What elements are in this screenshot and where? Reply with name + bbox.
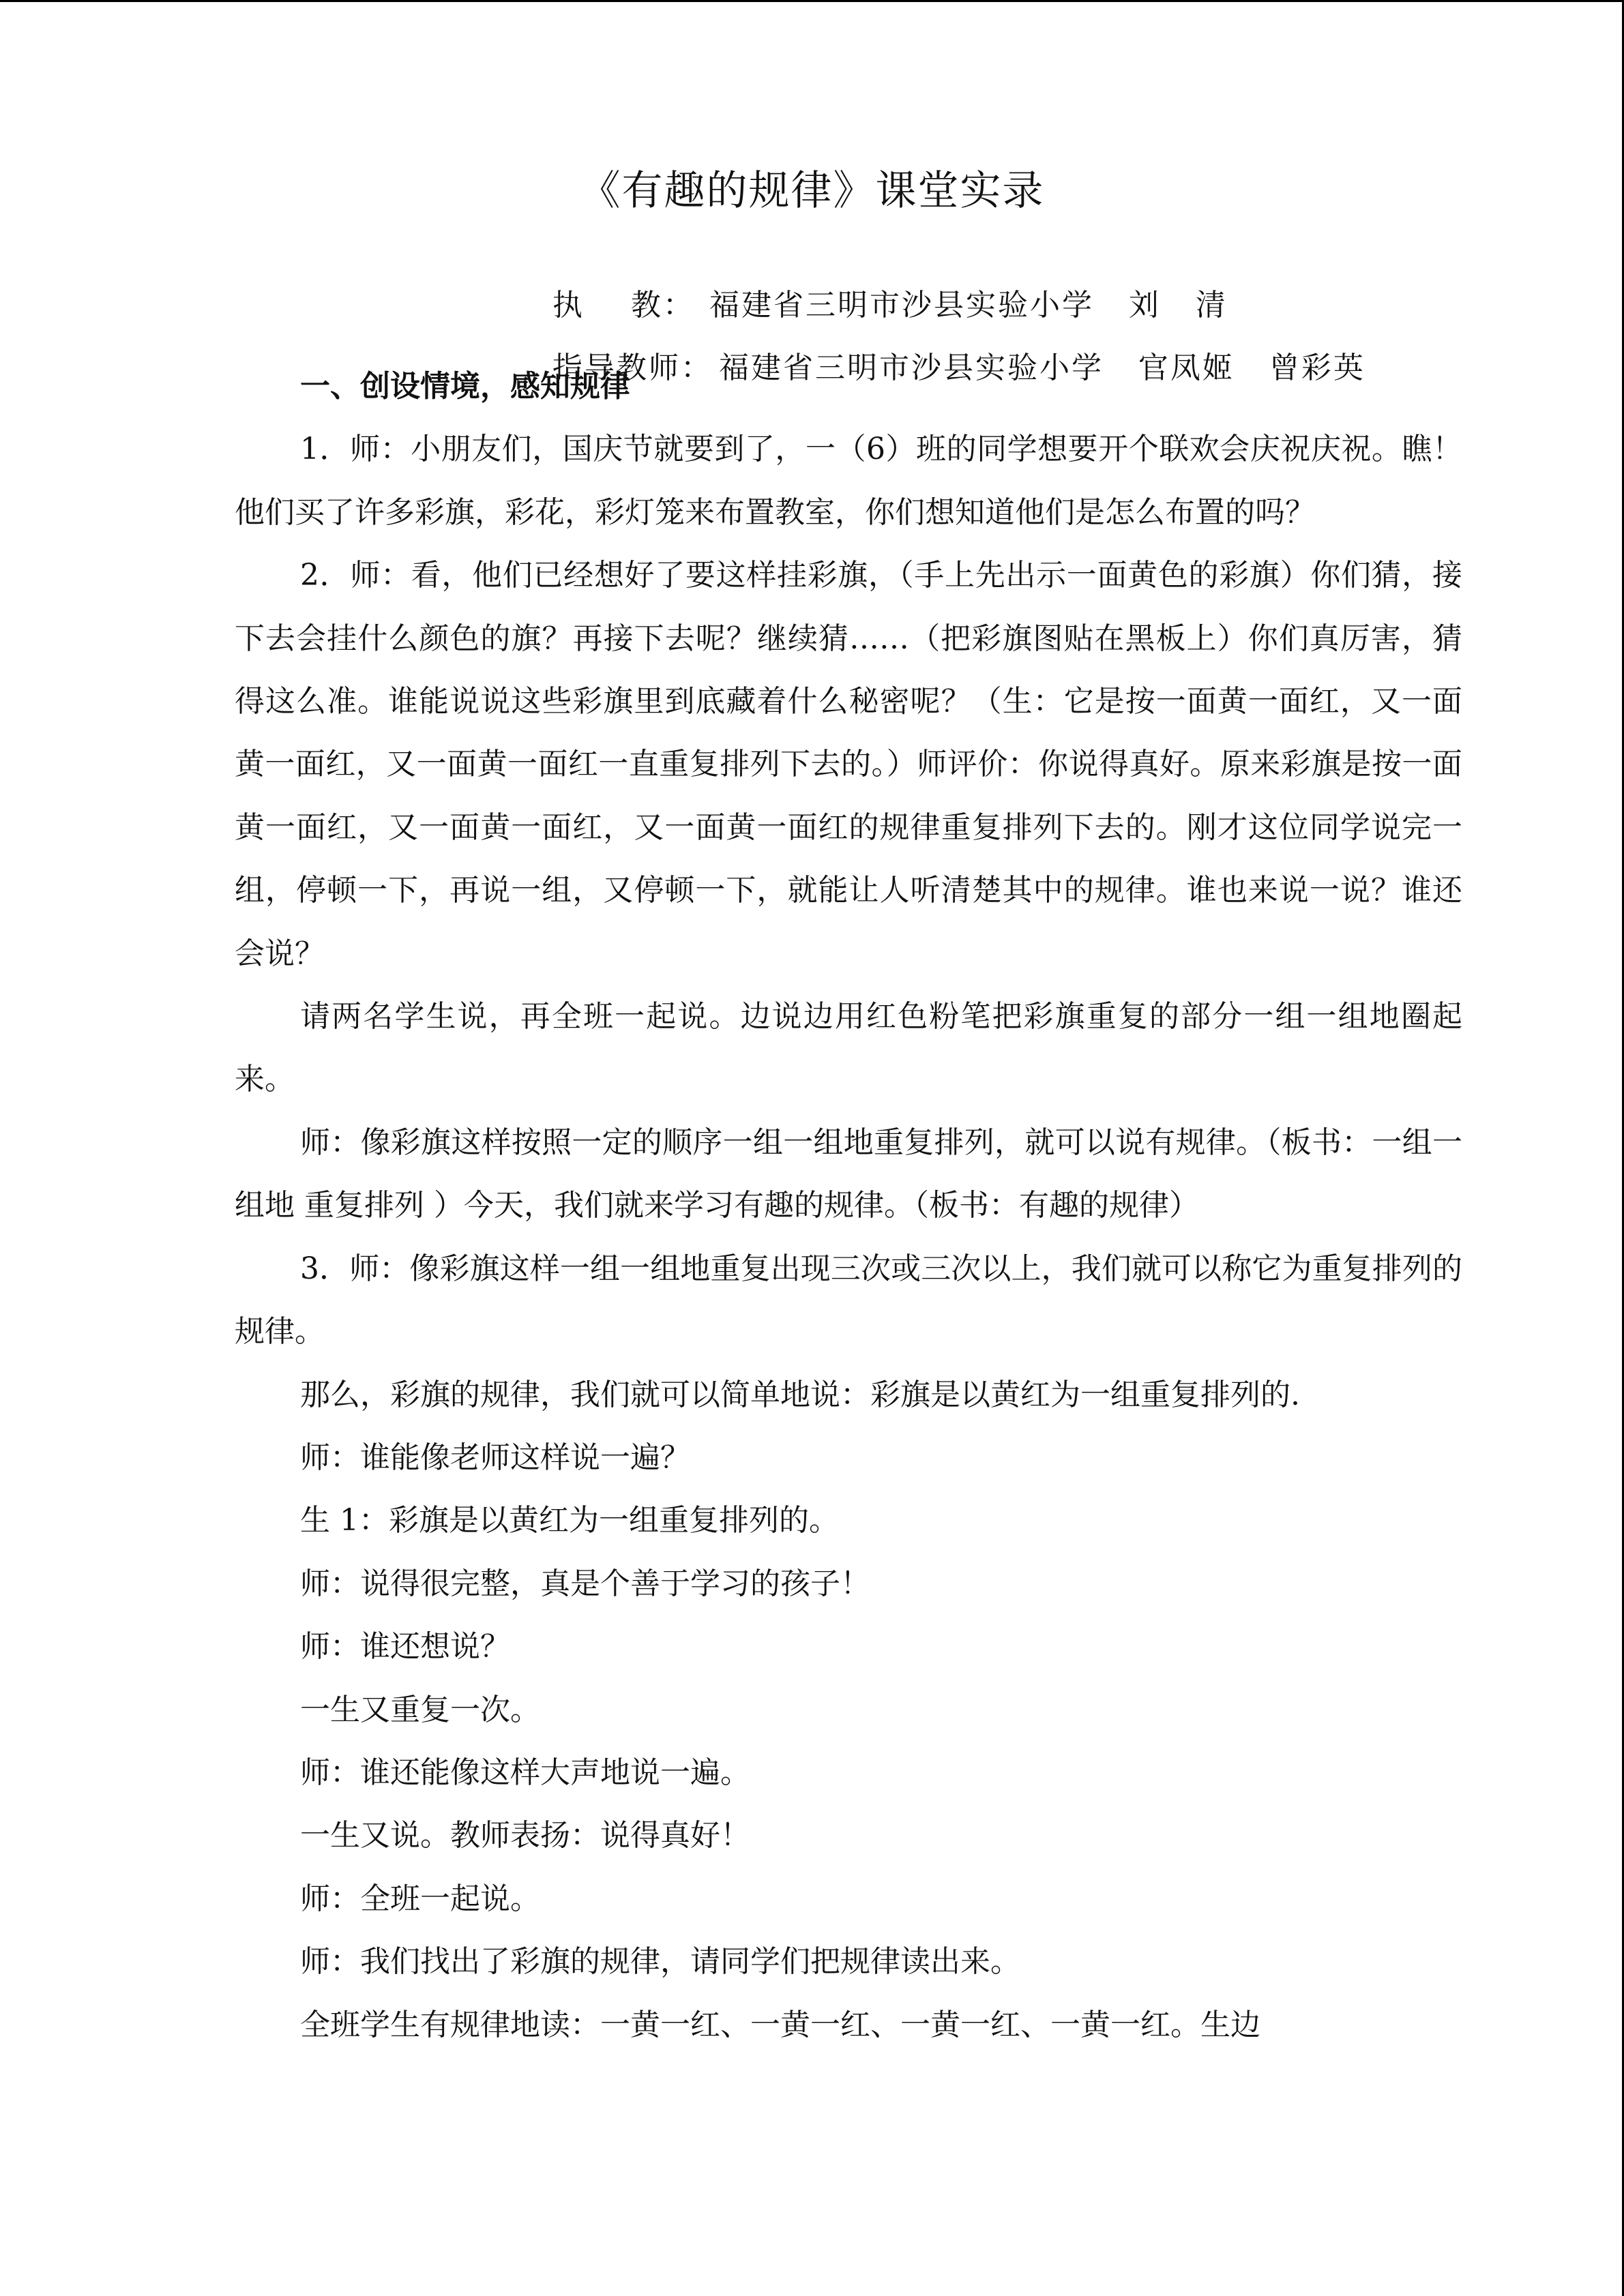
paragraph: 全班学生有规律地读：一黄一红、一黄一红、一黄一红、一黄一红。生边 [300, 2007, 1260, 2042]
teacher-value: 福建省三明市沙县实验小学 刘 清 [709, 288, 1228, 323]
paragraph: 生 1：彩旗是以黄红为一组重复排列的。 [300, 1503, 839, 1538]
paragraph: 一生又重复一次。 [300, 1692, 540, 1727]
paragraph: 1．师：小朋友们，国庆节就要到了，一（6）班的同学想要开个联欢会庆祝庆祝。瞧！他们买了许多彩旗，彩花，彩灯笼来布置教室，你们想知道他们是怎么布置的吗？ [235, 432, 1462, 530]
guide-label: 指导教师： [552, 351, 713, 385]
paragraph: 请两名学生说，再全班一起说。边说边用红色粉笔把彩旗重复的部分一组一组地圈起来。 [235, 999, 1462, 1097]
paragraph: 师：说得很完整，真是个善于学习的孩子！ [300, 1566, 870, 1601]
paragraph: 师：谁还能像这样大声地说一遍。 [300, 1755, 750, 1790]
page-title: 《有趣的规律》课堂实录 [579, 167, 1045, 215]
paragraph: 那么，彩旗的规律，我们就可以简单地说：彩旗是以黄红为一组重复排列的. [300, 1377, 1300, 1412]
paragraph: 2．师：看，他们已经想好了要这样挂彩旗，（手上先出示一面黄色的彩旗）你们猜，接下去会挂什么颜色的旗？再接下去呢？继续猜……（把彩旗图贴在黑板上）你们真厉害，猜得这么准。谁能说说这些彩旗里到底藏着什么秘密呢？（生：它是按一面黄一面红，又一面黄一面红，又一面黄一面红一直重复排列下去的。）师评价：你说得真好。原来彩旗是按一面黄一面红，又一面黄一面红，又一面黄一面红的规律重复排列下去的。刚才这位同学说完一组，停顿一下，再说一组，又停顿一下，就能让人听清楚其中的规律。谁也来说一说？谁还会说？ [235, 558, 1462, 971]
paragraph: 师：全班一起说。 [300, 1881, 540, 1916]
paragraph: 师：像彩旗这样按照一定的顺序一组一组地重复排列，就可以说有规律。（板书：一组一组地 重复排列 ）今天，我们就来学习有趣的规律。（板书：有趣的规律） [235, 1124, 1462, 1223]
section-heading: 一、创设情境，感知规律 [300, 369, 630, 404]
paragraph: 师：谁能像老师这样说一遍？ [300, 1440, 690, 1475]
document-body [235, 355, 1462, 2057]
teacher-label: 执 教： [552, 288, 695, 323]
paragraph: 一生又说。教师表扬：说得真好！ [300, 1818, 750, 1853]
guide-value: 福建省三明市沙县实验小学 官凤姬 曾彩英 [718, 351, 1365, 385]
paragraph: 3．师：像彩旗这样一组一组地重复出现三次或三次以上，我们就可以称它为重复排列的规律。 [235, 1251, 1462, 1350]
paragraph: 师：我们找出了彩旗的规律，请同学们把规律读出来。 [300, 1944, 1020, 1980]
paragraph: 师：谁还想说？ [300, 1629, 510, 1665]
